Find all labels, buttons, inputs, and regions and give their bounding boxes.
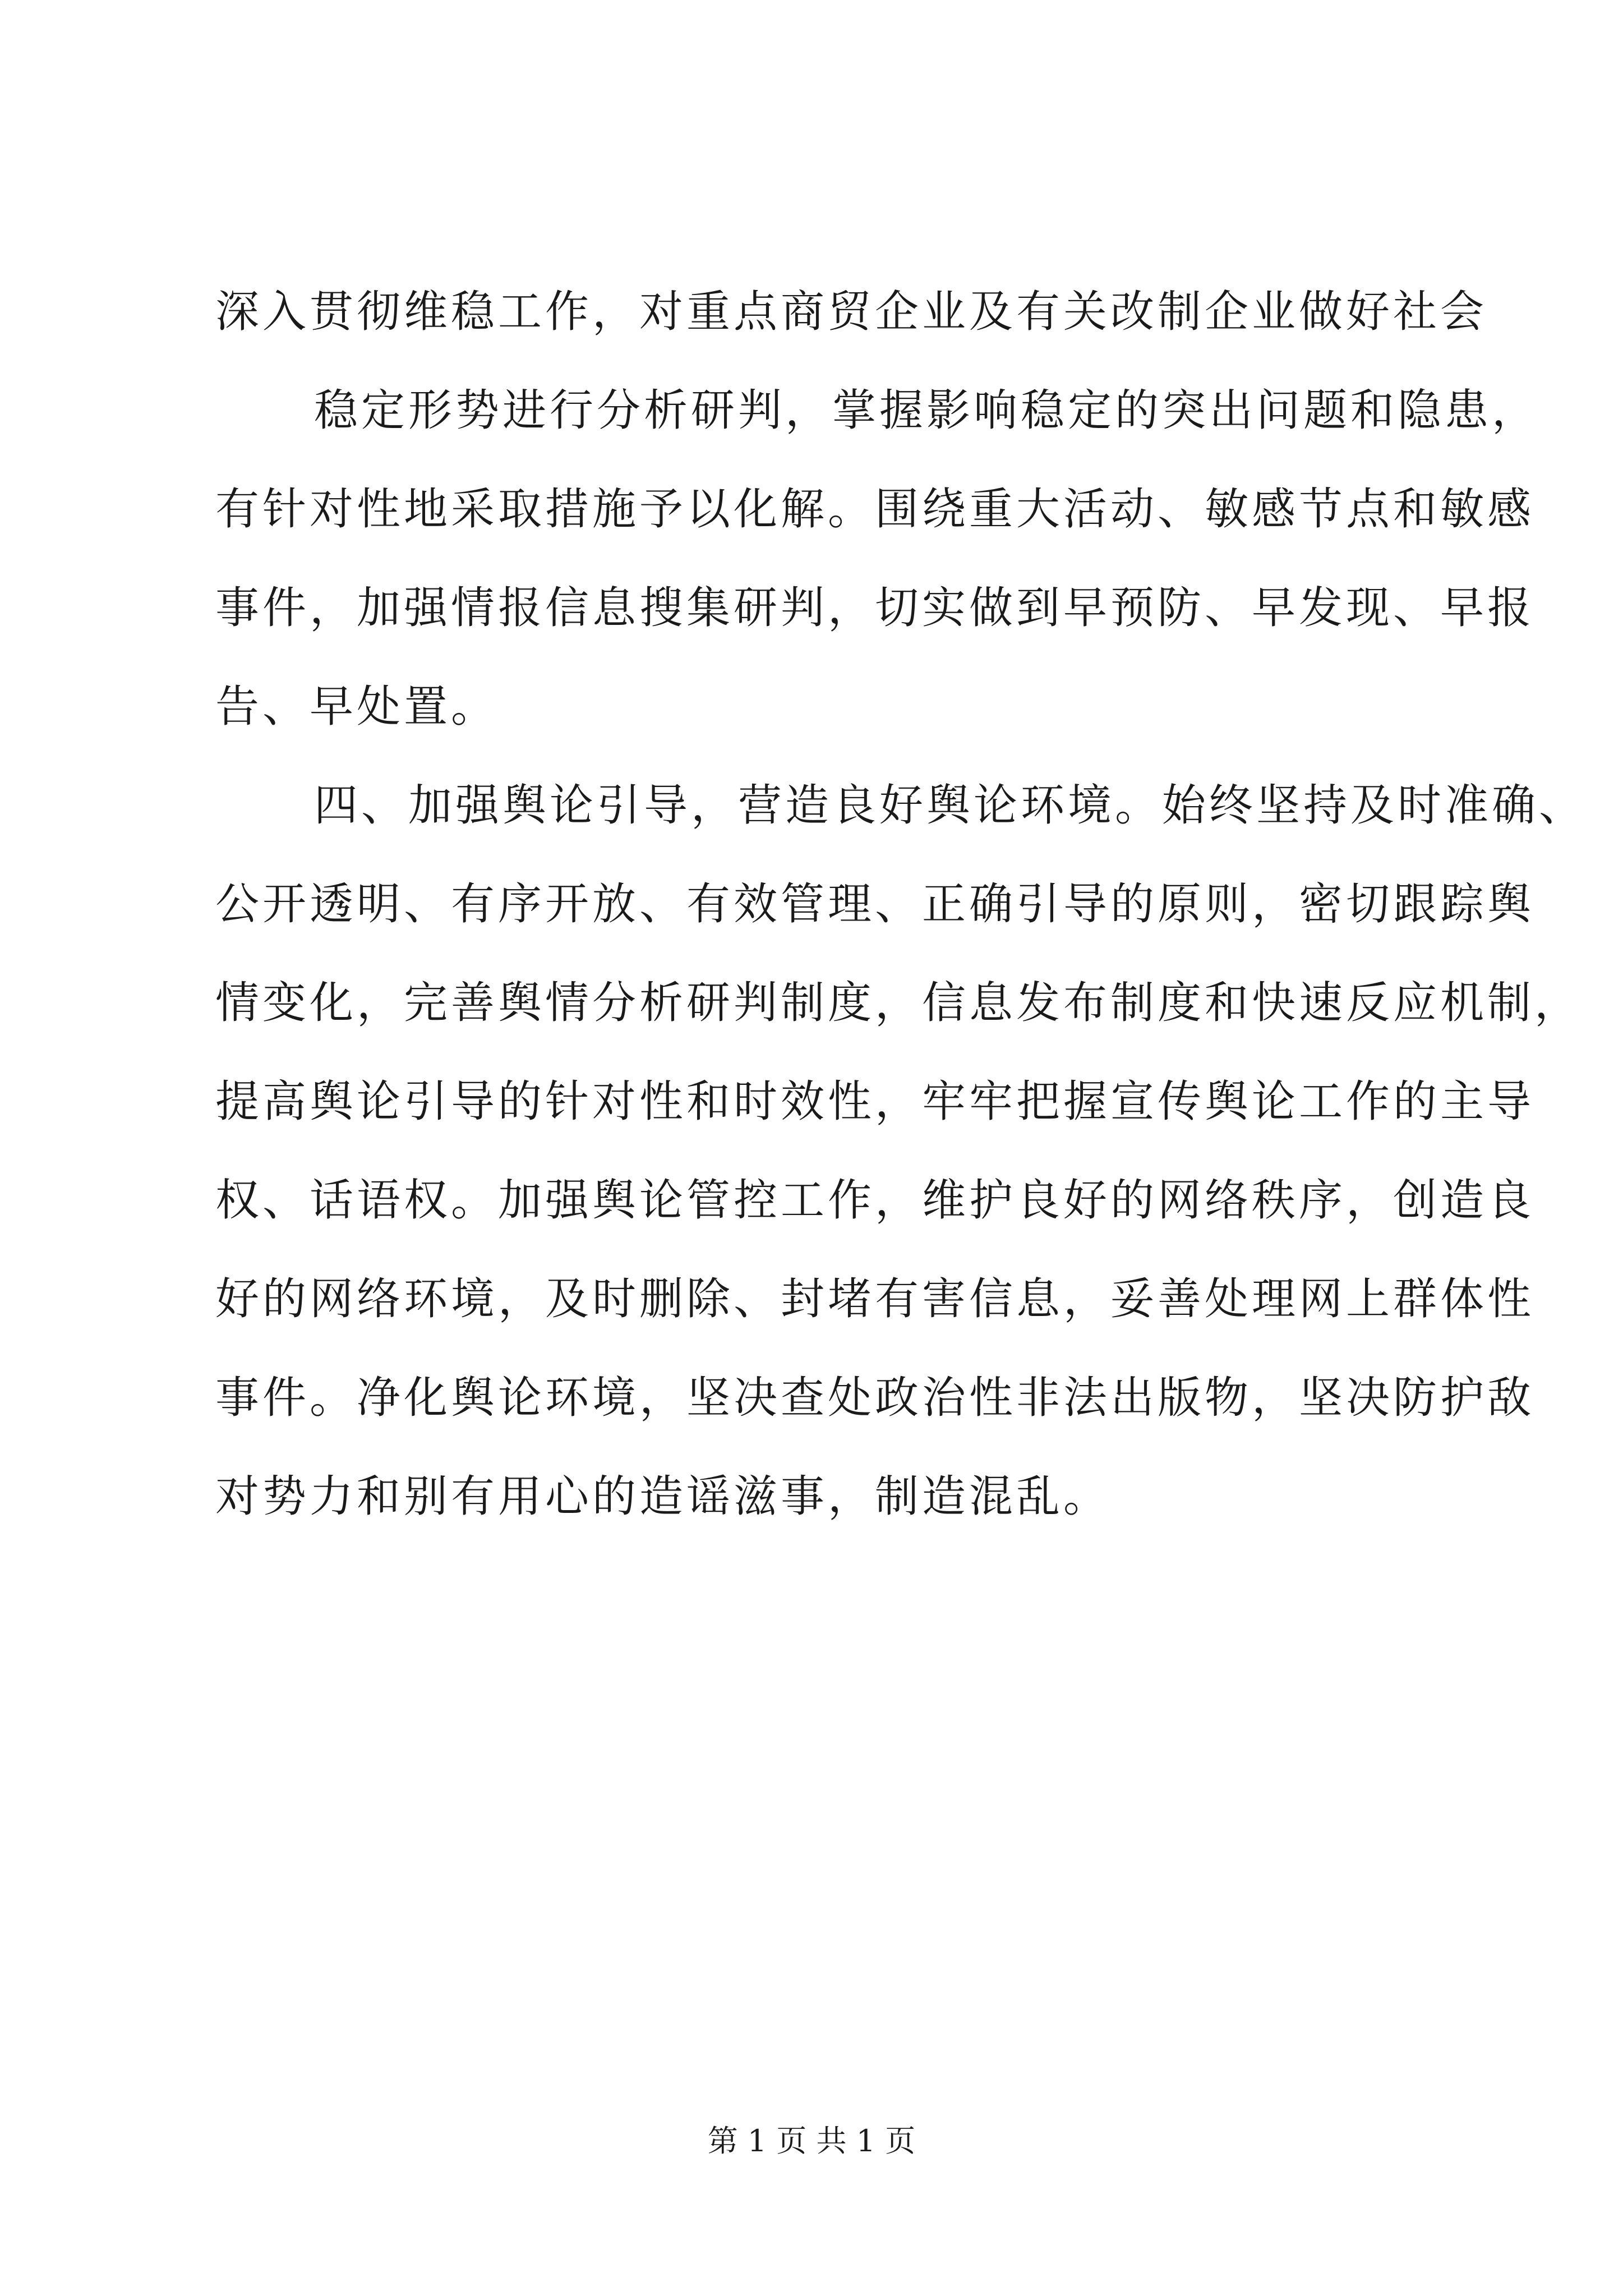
text-line: 有针对性地采取措施予以化解。围绕重大活动、敏感节点和敏感 [215, 484, 1535, 535]
text-line: 权、话语权。加强舆论管控工作，维护良好的网络秩序，创造良 [215, 1175, 1535, 1226]
text-line: 好的网络环境，及时删除、封堵有害信息，妥善处理网上群体性 [215, 1274, 1535, 1324]
text-line: 情变化，完善舆情分析研判制度，信息发布制度和快速反应机制， [215, 978, 1582, 1028]
document-body [215, 263, 1587, 1546]
text-line: 稳定形势进行分析研判，掌握影响稳定的突出问题和隐患， [314, 385, 1539, 436]
text-line: 告、早处置。 [215, 682, 499, 732]
text-line: 深入贯彻维稳工作，对重点商贸企业及有关改制企业做好社会 [215, 287, 1488, 337]
text-line: 公开透明、有序开放、有效管理、正确引导的原则，密切跟踪舆 [215, 879, 1535, 930]
text-line: 事件。净化舆论环境，坚决查处政治性非法出版物，坚决防护敌 [215, 1373, 1535, 1423]
text-line: 四、加强舆论引导，营造良好舆论环境。始终坚持及时准确、 [314, 780, 1587, 831]
page-footer: 第 1 页 共 1 页 [707, 2123, 916, 2159]
text-line: 事件，加强情报信息搜集研判，切实做到早预防、早发现、早报 [215, 583, 1535, 633]
text-line: 提高舆论引导的针对性和时效性，牢牢把握宣传舆论工作的主导 [215, 1076, 1535, 1127]
text-line: 对势力和别有用心的造谣滋事，制造混乱。 [215, 1471, 1111, 1522]
